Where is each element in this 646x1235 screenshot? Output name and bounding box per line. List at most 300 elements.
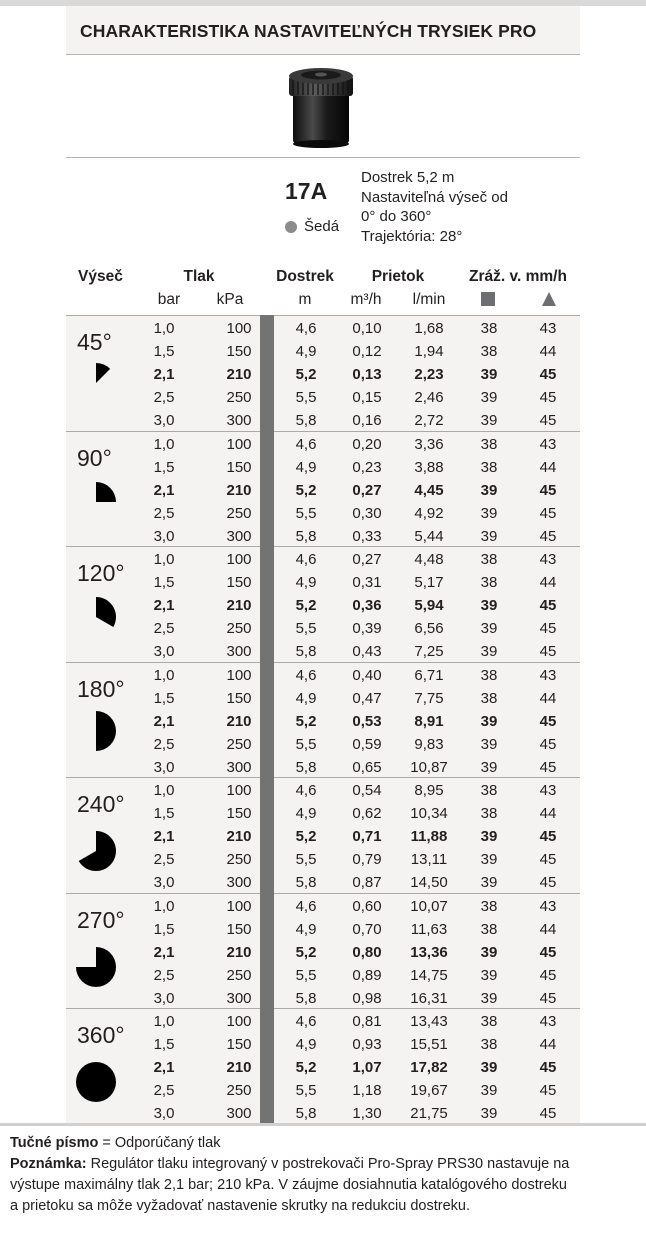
cell-flow-m3h: 1,30 xyxy=(352,1105,382,1122)
cell-pressure-kpa: 300 xyxy=(226,527,252,545)
square-spacing-icon xyxy=(481,292,495,306)
cell-precip-triangle: 45 xyxy=(539,851,557,868)
cell-radius: 4,9 xyxy=(295,574,317,591)
cell-radius: 5,2 xyxy=(295,366,317,383)
cell-precip-square: 38 xyxy=(480,897,498,915)
cell-pressure-bar: 1,5 xyxy=(153,805,175,822)
cell-pressure-bar: 3,0 xyxy=(153,643,175,660)
sector-label: 180° xyxy=(77,675,125,702)
cell-pressure-bar: 3,0 xyxy=(153,758,175,776)
cell-flow-lmin: 10,34 xyxy=(410,805,448,822)
cell-pressure-kpa: 210 xyxy=(226,828,252,845)
cell-precip-square: 38 xyxy=(480,920,498,938)
cell-flow-lmin: 2,72 xyxy=(414,412,444,429)
cell-pressure-bar: 1,0 xyxy=(153,551,175,568)
sector-group xyxy=(66,1008,580,1124)
cell-precip-triangle: 45 xyxy=(539,481,557,499)
cell-pressure-kpa: 150 xyxy=(226,689,252,707)
cell-pressure-kpa: 150 xyxy=(226,574,252,591)
cell-flow-lmin: 7,25 xyxy=(414,643,444,660)
nozzle-image xyxy=(284,66,358,150)
cell-precip-triangle: 43 xyxy=(539,666,557,684)
cell-pressure-bar: 2,1 xyxy=(153,366,175,383)
cell-precip-square: 39 xyxy=(480,758,498,776)
cell-pressure-kpa: 250 xyxy=(226,966,252,984)
cell-radius: 5,2 xyxy=(295,481,317,499)
cell-radius: 5,5 xyxy=(295,504,317,522)
cell-precip-triangle: 45 xyxy=(539,643,557,660)
cell-pressure-kpa: 250 xyxy=(226,1082,252,1099)
cell-pressure-kpa: 100 xyxy=(226,435,252,453)
cell-precip-square: 38 xyxy=(480,320,498,337)
spec-list xyxy=(361,168,508,246)
cell-pressure-bar: 1,0 xyxy=(153,666,175,684)
spray-pattern-icon xyxy=(76,711,116,751)
cell-pressure-bar: 1,5 xyxy=(153,920,175,938)
info-divider xyxy=(66,157,580,158)
cell-radius: 4,6 xyxy=(295,435,317,453)
cell-pressure-kpa: 150 xyxy=(226,805,252,822)
cell-radius: 5,8 xyxy=(295,412,317,429)
cell-precip-triangle: 43 xyxy=(539,435,557,453)
cell-precip-square: 39 xyxy=(480,712,498,730)
cell-pressure-bar: 3,0 xyxy=(153,527,175,545)
model-number: 17A xyxy=(285,178,328,204)
cell-pressure-kpa: 210 xyxy=(226,943,252,961)
spray-pattern-icon xyxy=(76,482,116,522)
header-unit-m: m xyxy=(298,291,312,308)
cell-radius: 4,9 xyxy=(295,805,317,822)
cell-pressure-kpa: 210 xyxy=(226,366,252,383)
cell-flow-m3h: 0,27 xyxy=(352,551,382,568)
cell-precip-triangle: 45 xyxy=(539,828,557,845)
cell-radius: 5,8 xyxy=(295,643,317,660)
cell-flow-m3h: 0,71 xyxy=(352,828,382,845)
header-unit-m3h: m³/h xyxy=(350,291,382,308)
cell-flow-lmin: 14,50 xyxy=(410,874,448,891)
cell-precip-triangle: 45 xyxy=(539,966,557,984)
cell-pressure-kpa: 300 xyxy=(226,1105,252,1122)
cell-flow-m3h: 0,65 xyxy=(352,758,382,776)
cell-flow-m3h: 0,27 xyxy=(352,481,382,499)
cell-flow-m3h: 0,33 xyxy=(352,527,382,545)
cell-pressure-bar: 3,0 xyxy=(153,874,175,891)
cell-flow-m3h: 0,30 xyxy=(352,504,382,522)
spray-pattern-icon xyxy=(76,363,116,403)
cell-flow-m3h: 0,89 xyxy=(352,966,382,984)
cell-radius: 4,6 xyxy=(295,782,317,799)
cell-pressure-bar: 2,5 xyxy=(153,389,175,406)
cell-flow-lmin: 16,31 xyxy=(410,989,448,1007)
cell-flow-lmin: 5,44 xyxy=(414,527,444,545)
cell-precip-square: 39 xyxy=(480,989,498,1007)
page-title: CHARAKTERISTIKA NASTAVITEĽNÝCH TRYSIEK PRO xyxy=(80,21,537,41)
sector-group xyxy=(66,315,580,431)
cell-flow-m3h: 0,60 xyxy=(352,897,382,915)
cell-precip-square: 38 xyxy=(480,435,498,453)
cell-precip-square: 38 xyxy=(480,458,498,476)
cell-pressure-kpa: 300 xyxy=(226,758,252,776)
cell-radius: 5,5 xyxy=(295,735,317,753)
legend-note xyxy=(10,1133,220,1154)
cell-flow-m3h: 0,36 xyxy=(352,597,382,614)
cell-pressure-kpa: 150 xyxy=(226,458,252,476)
cell-precip-square: 39 xyxy=(480,943,498,961)
cell-radius: 5,8 xyxy=(295,527,317,545)
cell-pressure-bar: 1,0 xyxy=(153,435,175,453)
cell-pressure-bar: 1,0 xyxy=(153,897,175,915)
legend-bold-text: = Odporúčaný tlak xyxy=(98,1135,221,1151)
cell-flow-m3h: 0,98 xyxy=(352,989,382,1007)
remark-line-3: a prietoku sa môže vyžadovať nastavenie skrutky na redukciu dostreku. xyxy=(10,1198,471,1214)
spray-pattern-icon xyxy=(76,831,116,871)
remark-line-2: výstupe maximálny tlak 2,1 bar; 210 kPa. V záujme dosiahnutia katalógového dostreku xyxy=(10,1177,567,1193)
sector-label: 45° xyxy=(77,329,112,355)
cell-flow-m3h: 0,87 xyxy=(352,874,382,891)
cell-pressure-bar: 2,1 xyxy=(153,1059,175,1076)
cell-flow-m3h: 0,23 xyxy=(352,458,382,476)
header-flow: Prietok xyxy=(371,268,425,285)
cell-flow-m3h: 0,81 xyxy=(352,1013,382,1030)
cell-precip-square: 38 xyxy=(480,689,498,707)
cell-flow-m3h: 0,10 xyxy=(352,320,382,337)
color-name: Šedá xyxy=(304,218,340,235)
cell-pressure-kpa: 210 xyxy=(226,597,252,614)
cell-radius: 5,2 xyxy=(295,597,317,614)
cell-precip-square: 39 xyxy=(480,851,498,868)
cell-flow-m3h: 1,18 xyxy=(352,1082,382,1099)
cell-precip-triangle: 45 xyxy=(539,712,557,730)
cell-radius: 5,5 xyxy=(295,389,317,406)
triangle-spacing-icon xyxy=(542,292,556,306)
cell-precip-square: 39 xyxy=(480,412,498,429)
cell-radius: 4,9 xyxy=(295,343,317,360)
cell-radius: 5,2 xyxy=(295,1059,317,1076)
cell-flow-m3h: 0,80 xyxy=(352,943,382,961)
cell-pressure-kpa: 300 xyxy=(226,989,252,1007)
cell-pressure-bar: 2,1 xyxy=(153,712,175,730)
cell-precip-triangle: 45 xyxy=(539,389,557,406)
cell-precip-square: 39 xyxy=(480,1105,498,1122)
cell-pressure-bar: 1,0 xyxy=(153,320,175,337)
spec-trajectory: Trajektória: 28° xyxy=(361,227,463,245)
cell-precip-square: 38 xyxy=(480,782,498,799)
cell-pressure-bar: 3,0 xyxy=(153,1105,175,1122)
cell-flow-lmin: 13,43 xyxy=(410,1013,448,1030)
cell-precip-triangle: 45 xyxy=(539,597,557,614)
cell-pressure-kpa: 100 xyxy=(226,897,252,915)
cell-flow-lmin: 13,36 xyxy=(410,943,448,961)
cell-pressure-kpa: 300 xyxy=(226,874,252,891)
cell-pressure-kpa: 150 xyxy=(226,920,252,938)
cell-pressure-kpa: 250 xyxy=(226,620,252,637)
cell-flow-lmin: 7,75 xyxy=(414,689,444,707)
cell-flow-m3h: 0,13 xyxy=(352,366,382,383)
cell-pressure-bar: 3,0 xyxy=(153,412,175,429)
cell-precip-triangle: 44 xyxy=(539,574,557,591)
remark-text-1: Regulátor tlaku integrovaný v postrekovači Pro-Spray PRS30 nastavuje na xyxy=(86,1156,570,1172)
sector-group xyxy=(66,893,580,1009)
cell-pressure-kpa: 150 xyxy=(226,1036,252,1053)
cell-flow-lmin: 11,63 xyxy=(410,920,448,938)
cell-precip-square: 39 xyxy=(480,504,498,522)
cell-flow-lmin: 4,92 xyxy=(414,504,444,522)
cell-flow-m3h: 1,07 xyxy=(352,1059,382,1076)
sector-label: 90° xyxy=(77,444,112,471)
cell-radius: 5,8 xyxy=(295,874,317,891)
cell-radius: 4,9 xyxy=(295,1036,317,1053)
cell-pressure-bar: 1,0 xyxy=(153,782,175,799)
cell-pressure-bar: 2,1 xyxy=(153,943,175,961)
spray-pattern-icon xyxy=(76,1062,116,1102)
cell-radius: 5,5 xyxy=(295,966,317,984)
cell-pressure-kpa: 300 xyxy=(226,412,252,429)
sector-group xyxy=(66,546,580,662)
cell-flow-m3h: 0,79 xyxy=(352,851,382,868)
header-precip: Zráž. v. mm/h xyxy=(469,268,567,285)
cell-pressure-bar: 2,1 xyxy=(153,481,175,499)
spray-pattern-icon xyxy=(76,947,116,987)
cell-pressure-bar: 2,1 xyxy=(153,597,175,614)
cell-flow-m3h: 0,20 xyxy=(352,435,382,453)
cell-precip-triangle: 45 xyxy=(539,504,557,522)
cell-precip-square: 38 xyxy=(480,551,498,568)
cell-precip-square: 39 xyxy=(480,643,498,660)
cell-radius: 5,5 xyxy=(295,851,317,868)
legend-bold-label: Tučné písmo xyxy=(10,1135,99,1151)
cell-flow-lmin: 3,88 xyxy=(414,458,444,476)
cell-flow-lmin: 13,11 xyxy=(410,851,448,868)
cell-flow-m3h: 0,62 xyxy=(352,805,382,822)
bottom-divider xyxy=(0,1123,646,1126)
cell-radius: 5,5 xyxy=(295,620,317,637)
cell-precip-square: 39 xyxy=(480,481,498,499)
cell-radius: 4,6 xyxy=(295,320,317,337)
cell-flow-m3h: 0,47 xyxy=(352,689,382,707)
cell-pressure-bar: 2,5 xyxy=(153,851,175,868)
cell-pressure-bar: 2,5 xyxy=(153,504,175,522)
cell-precip-triangle: 45 xyxy=(539,943,557,961)
cell-flow-m3h: 0,59 xyxy=(352,735,382,753)
cell-radius: 4,6 xyxy=(295,551,317,568)
cell-pressure-kpa: 210 xyxy=(226,481,252,499)
cell-precip-square: 39 xyxy=(480,597,498,614)
cell-precip-triangle: 45 xyxy=(539,735,557,753)
cell-flow-m3h: 0,53 xyxy=(352,712,382,730)
cell-pressure-bar: 1,5 xyxy=(153,574,175,591)
cell-flow-m3h: 0,40 xyxy=(352,666,382,684)
cell-pressure-bar: 2,5 xyxy=(153,966,175,984)
cell-flow-m3h: 0,70 xyxy=(352,920,382,938)
cell-precip-square: 39 xyxy=(480,1059,498,1076)
cell-radius: 5,8 xyxy=(295,989,317,1007)
table-divider-bar xyxy=(260,315,274,1124)
cell-precip-triangle: 44 xyxy=(539,805,557,822)
cell-pressure-kpa: 210 xyxy=(226,1059,252,1076)
cell-pressure-kpa: 250 xyxy=(226,389,252,406)
cell-flow-lmin: 2,46 xyxy=(414,389,444,406)
cell-flow-m3h: 0,39 xyxy=(352,620,382,637)
cell-radius: 5,2 xyxy=(295,712,317,730)
cell-precip-triangle: 45 xyxy=(539,874,557,891)
cell-flow-m3h: 0,31 xyxy=(352,574,382,591)
cell-precip-square: 39 xyxy=(480,735,498,753)
cell-pressure-kpa: 250 xyxy=(226,504,252,522)
cell-flow-lmin: 9,83 xyxy=(414,735,444,753)
cell-radius: 5,8 xyxy=(295,1105,317,1122)
cell-pressure-bar: 1,5 xyxy=(153,1036,175,1053)
cell-radius: 5,8 xyxy=(295,758,317,776)
cell-flow-lmin: 6,71 xyxy=(414,666,444,684)
sector-label: 360° xyxy=(77,1022,125,1048)
cell-precip-triangle: 45 xyxy=(539,1082,557,1099)
cell-pressure-bar: 1,5 xyxy=(153,343,175,360)
header-pressure: Tlak xyxy=(183,268,215,285)
cell-radius: 4,9 xyxy=(295,920,317,938)
cell-precip-triangle: 43 xyxy=(539,320,557,337)
cell-precip-triangle: 43 xyxy=(539,1013,557,1030)
color-swatch xyxy=(285,221,297,233)
sector-label: 120° xyxy=(77,560,125,586)
remark-line-1 xyxy=(10,1154,569,1175)
cell-pressure-bar: 2,5 xyxy=(153,620,175,637)
cell-flow-m3h: 0,16 xyxy=(352,412,382,429)
cell-radius: 4,6 xyxy=(295,666,317,684)
cell-pressure-kpa: 100 xyxy=(226,1013,252,1030)
cell-precip-triangle: 43 xyxy=(539,782,557,799)
cell-precip-triangle: 44 xyxy=(539,343,557,360)
spray-pattern-icon xyxy=(76,597,116,637)
sector-group xyxy=(66,777,580,893)
cell-flow-lmin: 21,75 xyxy=(410,1105,448,1122)
cell-flow-lmin: 4,45 xyxy=(414,481,444,499)
cell-flow-lmin: 1,68 xyxy=(414,320,444,337)
cell-precip-square: 39 xyxy=(480,527,498,545)
sector-label: 270° xyxy=(77,906,125,933)
cell-precip-square: 39 xyxy=(480,389,498,406)
cell-precip-triangle: 45 xyxy=(539,1059,557,1076)
cell-precip-triangle: 45 xyxy=(539,527,557,545)
cell-flow-lmin: 8,95 xyxy=(414,782,444,799)
header-sector: Výseč xyxy=(78,268,123,285)
cell-precip-triangle: 45 xyxy=(539,366,557,383)
remark-label: Poznámka: xyxy=(10,1156,87,1172)
cell-precip-square: 39 xyxy=(480,1082,498,1099)
cell-flow-m3h: 0,43 xyxy=(352,643,382,660)
header-radius: Dostrek xyxy=(276,268,334,285)
cell-pressure-kpa: 300 xyxy=(226,643,252,660)
cell-precip-square: 38 xyxy=(480,343,498,360)
cell-flow-lmin: 8,91 xyxy=(414,712,444,730)
cell-flow-m3h: 0,15 xyxy=(352,389,382,406)
header-unit-lmin: l/min xyxy=(412,291,446,308)
cell-radius: 5,2 xyxy=(295,828,317,845)
cell-precip-square: 39 xyxy=(480,828,498,845)
cell-precip-triangle: 45 xyxy=(539,620,557,637)
cell-radius: 4,9 xyxy=(295,458,317,476)
cell-precip-square: 38 xyxy=(480,1036,498,1053)
sector-group xyxy=(66,431,580,547)
cell-pressure-kpa: 100 xyxy=(226,320,252,337)
cell-radius: 4,9 xyxy=(295,689,317,707)
cell-flow-lmin: 19,67 xyxy=(410,1082,448,1099)
sector-group xyxy=(66,662,580,778)
cell-flow-lmin: 2,23 xyxy=(414,366,444,383)
cell-flow-lmin: 5,94 xyxy=(414,597,444,614)
spec-adjustable: Nastaviteľná výseč od xyxy=(361,188,508,206)
cell-precip-triangle: 44 xyxy=(539,458,557,476)
cell-precip-square: 38 xyxy=(480,805,498,822)
cell-flow-lmin: 3,36 xyxy=(414,435,444,453)
cell-precip-square: 39 xyxy=(480,366,498,383)
cell-pressure-kpa: 100 xyxy=(226,666,252,684)
sector-label: 240° xyxy=(77,791,125,817)
cell-flow-m3h: 0,93 xyxy=(352,1036,382,1053)
cell-flow-m3h: 0,12 xyxy=(352,343,382,360)
cell-pressure-kpa: 150 xyxy=(226,343,252,360)
cell-flow-lmin: 1,94 xyxy=(414,343,444,360)
cell-pressure-kpa: 250 xyxy=(226,851,252,868)
cell-precip-square: 39 xyxy=(480,874,498,891)
cell-pressure-bar: 2,5 xyxy=(153,735,175,753)
cell-precip-triangle: 44 xyxy=(539,920,557,938)
cell-pressure-bar: 1,0 xyxy=(153,1013,175,1030)
cell-flow-m3h: 0,54 xyxy=(352,782,382,799)
title-band xyxy=(66,6,580,55)
cell-pressure-kpa: 250 xyxy=(226,735,252,753)
cell-precip-triangle: 43 xyxy=(539,897,557,915)
cell-flow-lmin: 17,82 xyxy=(410,1059,448,1076)
cell-radius: 5,2 xyxy=(295,943,317,961)
cell-flow-lmin: 4,48 xyxy=(414,551,444,568)
cell-pressure-kpa: 100 xyxy=(226,782,252,799)
cell-flow-lmin: 6,56 xyxy=(414,620,444,637)
cell-precip-triangle: 44 xyxy=(539,1036,557,1053)
cell-pressure-bar: 1,5 xyxy=(153,458,175,476)
spec-radius: Dostrek 5,2 m xyxy=(361,169,455,186)
cell-flow-lmin: 5,17 xyxy=(414,574,444,591)
cell-pressure-bar: 3,0 xyxy=(153,989,175,1007)
cell-precip-triangle: 45 xyxy=(539,989,557,1007)
cell-pressure-bar: 1,5 xyxy=(153,689,175,707)
cell-pressure-kpa: 210 xyxy=(226,712,252,730)
cell-precip-square: 38 xyxy=(480,574,498,591)
cell-precip-triangle: 45 xyxy=(539,758,557,776)
header-unit-kpa: kPa xyxy=(216,291,244,308)
cell-pressure-bar: 2,1 xyxy=(153,828,175,845)
cell-precip-square: 39 xyxy=(480,966,498,984)
cell-pressure-bar: 2,5 xyxy=(153,1082,175,1099)
cell-precip-triangle: 43 xyxy=(539,551,557,568)
cell-precip-triangle: 45 xyxy=(539,1105,557,1122)
spec-arc-range: 0° do 360° xyxy=(361,208,432,225)
cell-precip-square: 38 xyxy=(480,666,498,684)
cell-radius: 4,6 xyxy=(295,1013,317,1030)
cell-precip-square: 38 xyxy=(480,1013,498,1030)
cell-precip-square: 39 xyxy=(480,620,498,637)
cell-flow-lmin: 14,75 xyxy=(410,966,448,984)
cell-precip-triangle: 44 xyxy=(539,689,557,707)
cell-flow-lmin: 15,51 xyxy=(410,1036,448,1053)
cell-precip-triangle: 45 xyxy=(539,412,557,429)
cell-radius: 5,5 xyxy=(295,1082,317,1099)
cell-flow-lmin: 10,07 xyxy=(410,897,448,915)
cell-radius: 4,6 xyxy=(295,897,317,915)
header-unit-bar: bar xyxy=(157,291,181,308)
cell-flow-lmin: 11,88 xyxy=(410,828,448,845)
cell-pressure-kpa: 100 xyxy=(226,551,252,568)
cell-flow-lmin: 10,87 xyxy=(410,758,448,776)
